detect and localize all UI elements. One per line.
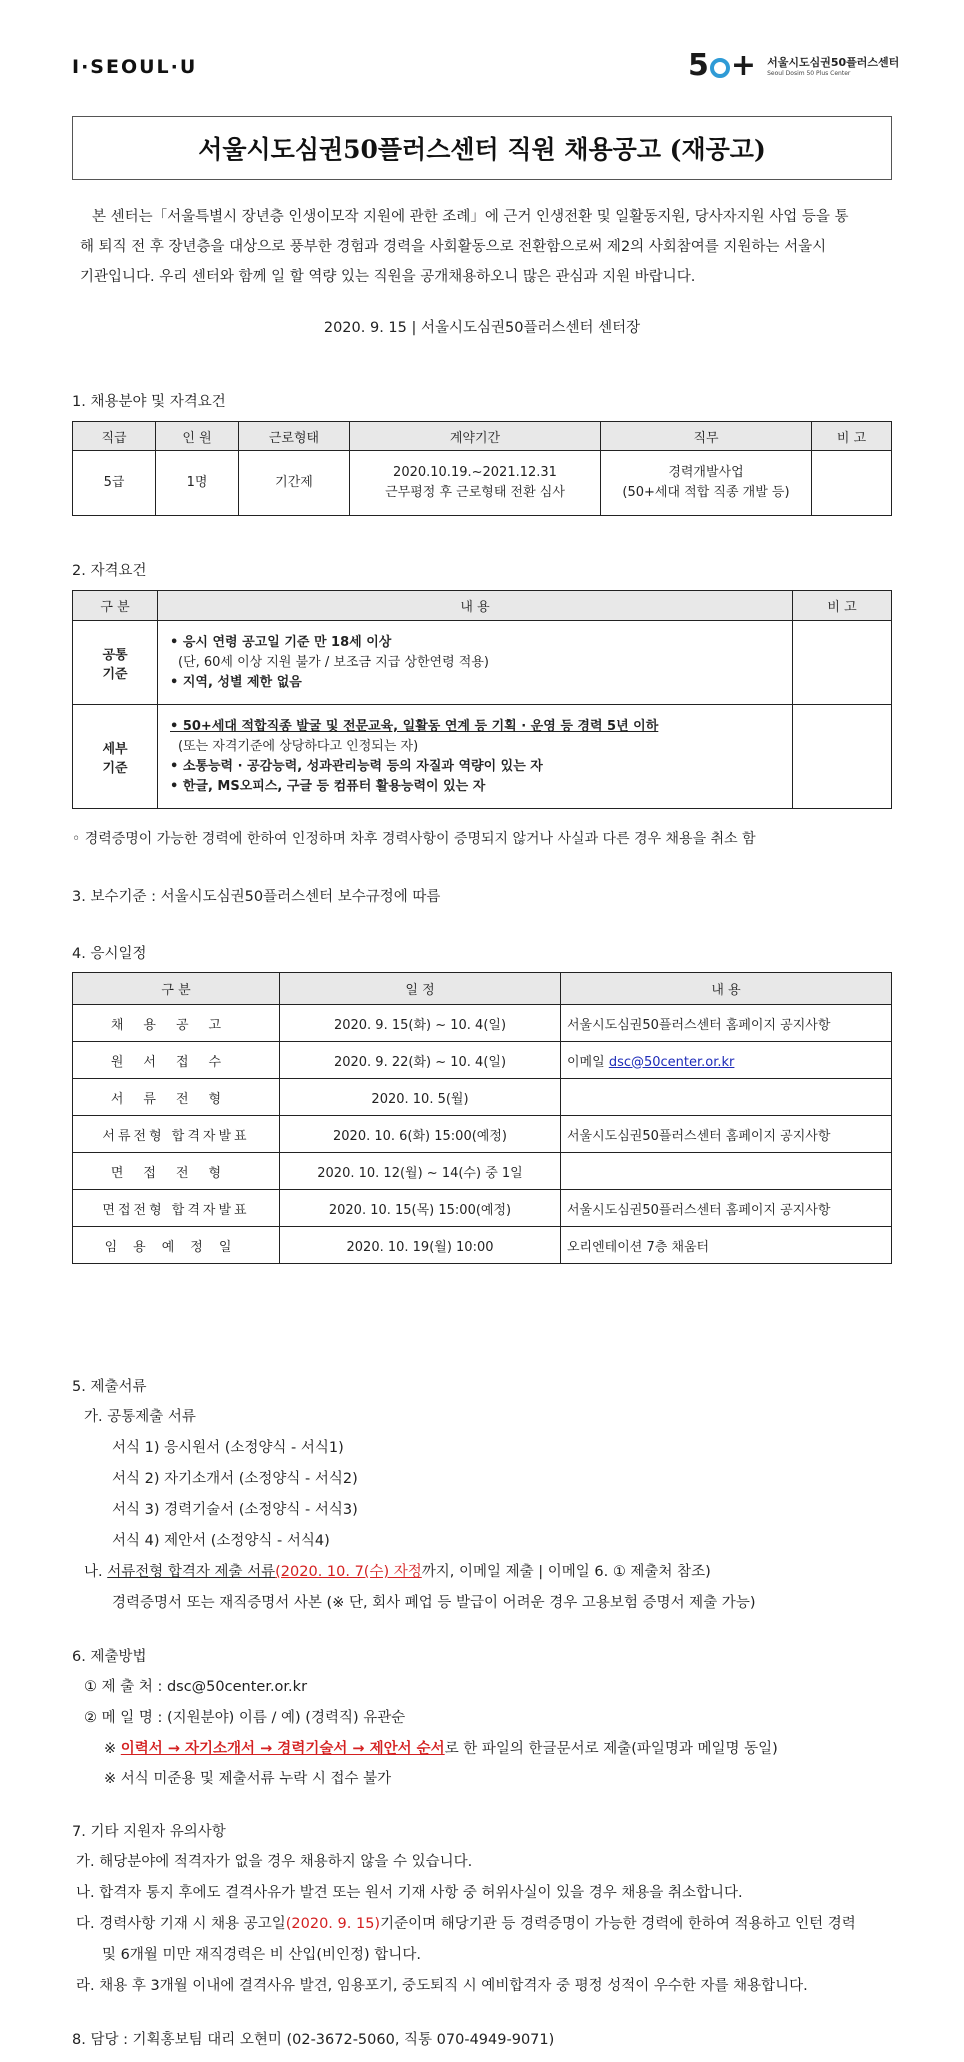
pass-docs-detail: 경력증명서 또는 재직증명서 사본 (※ 단, 회사 폐업 등 발급이 어려운 경우 고용보험 증명서 제출 가능) — [112, 1595, 756, 1611]
schedule-table — [72, 972, 892, 1264]
note-cell — [793, 705, 892, 809]
grade-cell: 5급 — [73, 451, 156, 516]
col-header: 계약기간 — [350, 422, 601, 451]
common-label: 공통 기준 — [73, 621, 158, 705]
col-header: 구 분 — [73, 973, 280, 1005]
submit-address: ① 제 출 처 : dsc@50center.or.kr — [84, 1679, 308, 1695]
col-header: 비 고 — [793, 591, 892, 621]
col-header: 직급 — [73, 422, 156, 451]
col-header: 근로형태 — [239, 422, 350, 451]
table-row — [73, 1153, 892, 1190]
schedule-content: 서울시도심권50플러스센터 홈페이지 공지사항 — [561, 1005, 892, 1042]
section4-heading: 4. 응시일정 — [72, 946, 147, 962]
schedule-label: 서류전형 합격자발표 — [73, 1116, 280, 1153]
schedule-label: 면접전형 — [73, 1153, 280, 1190]
section5-heading: 5. 제출서류 — [72, 1379, 147, 1395]
notice-item: 나. 합격자 통지 후에도 결격사유가 발견 또는 원서 기재 사항 중 허위사실이 있을 경우 채용을 취소합니다. — [76, 1885, 743, 1901]
schedule-label: 채용공고 — [73, 1005, 280, 1042]
note-cell — [793, 621, 892, 705]
schedule-date: 2020. 10. 15(목) 15:00(예정) — [280, 1190, 561, 1227]
contact-info: 8. 담당 : 기획홍보팀 대리 오현미 (02-3672-5060, 직통 070-4949-9071) — [72, 2032, 555, 2048]
form-item: 서식 4) 제안서 (소정양식 - 서식4) — [112, 1533, 330, 1549]
notice-item: 다. 경력사항 기재 시 채용 공고일(2020. 9. 15)기준이며 해당기관 등 경력증명이 가능한 경력에 한하여 적용하고 인턴 경력 — [76, 1916, 856, 1932]
intro-line: 기관입니다. 우리 센터와 함께 일 할 역량 있는 직원을 공개채용하오니 많은 관심과 지원 바랍니다. — [80, 269, 696, 285]
intro-paragraph — [80, 202, 890, 292]
intro-line: 해 퇴직 전 후 장년층을 대상으로 풍부한 경험과 경력을 사회활동으로 전환함으로써 제2의 사회참여를 지원하는 서울시 — [80, 239, 827, 255]
file-order-rule: ※ 이력서 → 자기소개서 → 경력기술서 → 제안서 순서로 한 파일의 한글문서로 제출(파일명과 메일명 동일) — [104, 1741, 778, 1757]
table-row — [73, 1005, 892, 1042]
table-row — [73, 1042, 892, 1079]
section3-text: 3. 보수기준 : 서울시도심권50플러스센터 보수규정에 따름 — [72, 889, 441, 905]
col-header: 인 원 — [156, 422, 239, 451]
center-logo-title: 서울시도심권50플러스센터 — [767, 56, 900, 69]
form-item: 서식 3) 경력기술서 (소정양식 - 서식3) — [112, 1502, 358, 1518]
recruitment-table — [72, 421, 892, 516]
schedule-date: 2020. 10. 19(월) 10:00 — [280, 1227, 561, 1264]
count-cell: 1명 — [156, 451, 239, 516]
mail-name-rule: ② 메 일 명 : (지원분야) 이름 / 예) (경력직) 유관순 — [84, 1710, 406, 1726]
col-header: 내 용 — [158, 591, 793, 621]
page-title: 서울시도심권50플러스센터 직원 채용공고 (재공고) — [72, 116, 892, 180]
email-link[interactable]: dsc@50center.or.kr — [608, 1054, 735, 1070]
col-header: 일 정 — [280, 973, 561, 1005]
schedule-content: 서울시도심권50플러스센터 홈페이지 공지사항 — [561, 1116, 892, 1153]
schedule-label: 서류전형 — [73, 1079, 280, 1116]
schedule-date: 2020. 10. 12(월) ~ 14(수) 중 1일 — [280, 1153, 561, 1190]
schedule-date: 2020. 10. 6(화) 15:00(예정) — [280, 1116, 561, 1153]
table-row — [73, 451, 892, 516]
pass-docs-line: 나. 서류전형 합격자 제출 서류(2020. 10. 7(수) 자정까지, 이메일 제출 | 이메일 6. ① 제출처 참조) — [84, 1564, 711, 1580]
table-row — [73, 1190, 892, 1227]
qualification-table — [72, 590, 892, 809]
period-cell: 2020.10.19.~2021.12.31 근무평정 후 근로형태 전환 심사 — [350, 451, 601, 516]
section2-heading: 2. 자격요건 — [72, 563, 147, 579]
schedule-content: 서울시도심권50플러스센터 홈페이지 공지사항 — [561, 1190, 892, 1227]
col-header: 내 용 — [561, 973, 892, 1005]
duty-cell: 경력개발사업 (50+세대 적합 직종 개발 등) — [601, 451, 812, 516]
col-header: 구 분 — [73, 591, 158, 621]
schedule-content — [561, 1079, 892, 1116]
section7-heading: 7. 기타 지원자 유의사항 — [72, 1824, 226, 1840]
schedule-date: 2020. 10. 5(월) — [280, 1079, 561, 1116]
schedule-date: 2020. 9. 22(화) ~ 10. 4(일) — [280, 1042, 561, 1079]
section1-heading: 1. 채용분야 및 자격요건 — [72, 394, 226, 410]
notice-item-cont: 및 6개월 미만 재직경력은 비 산입(비인정) 합니다. — [102, 1947, 421, 1963]
announcement-date: 2020. 9. 15 | 서울시도심권50플러스센터 센터장 — [323, 320, 641, 336]
form-requirement-note: ※ 서식 미준용 및 제출서류 누락 시 접수 불가 — [104, 1771, 392, 1787]
intro-line: 본 센터는「서울특별시 장년층 인생이모작 지원에 관한 조례」에 근거 인생전환 및 일활동지원, 당사자지원 사업 등을 통 — [92, 209, 849, 225]
note-cell — [812, 451, 892, 516]
schedule-date: 2020. 9. 15(화) ~ 10. 4(일) — [280, 1005, 561, 1042]
table-row — [73, 1116, 892, 1153]
table-row — [73, 621, 892, 705]
table-row — [73, 705, 892, 809]
table-row — [73, 1227, 892, 1264]
schedule-content — [561, 1153, 892, 1190]
fifty-plus-logo-icon: 5 + — [688, 48, 757, 83]
form-item: 서식 2) 자기소개서 (소정양식 - 서식2) — [112, 1471, 358, 1487]
schedule-content: 이메일 dsc@50center.or.kr — [561, 1042, 892, 1079]
iseoulu-logo: I·SEOUL·U — [72, 56, 198, 78]
section6-heading: 6. 제출방법 — [72, 1649, 147, 1665]
notice-item: 가. 해당분야에 적격자가 없을 경우 채용하지 않을 수 있습니다. — [76, 1854, 473, 1870]
notice-item: 라. 채용 후 3개월 이내에 결격사유 발견, 임용포기, 중도퇴직 시 예비합격자 중 평정 성적이 우수한 자를 채용합니다. — [76, 1978, 808, 1994]
schedule-label: 원서접수 — [73, 1042, 280, 1079]
schedule-content: 오리엔테이션 7층 채움터 — [561, 1227, 892, 1264]
career-note: ◦ 경력증명이 가능한 경력에 한하여 인정하며 차후 경력사항이 증명되지 않거나 사실과 다른 경우 채용을 취소 함 — [72, 831, 756, 847]
col-header: 비 고 — [812, 422, 892, 451]
center-logo — [688, 48, 899, 83]
common-criteria: • 응시 연령 공고일 기준 만 18세 이상 (단, 60세 이상 지원 불가 / 보조금 지급 상한연령 적용) • 지역, 성별 제한 없음 — [158, 621, 793, 705]
common-docs-heading: 가. 공통제출 서류 — [84, 1409, 196, 1425]
detail-criteria: • 50+세대 적합직종 발굴 및 전문교육, 일활동 연계 등 기획 · 운영 등 경력 5년 이하 (또는 자격기준에 상당하다고 인정되는 자) • 소통능력 · 공감능력, 성과관리능력 등의 자질과 역량이 있는 자 • 한글, MS오피스, 구글 등 컴퓨터 활용능력이 있는 자 — [158, 705, 793, 809]
type-cell: 기간제 — [239, 451, 350, 516]
detail-label: 세부 기준 — [73, 705, 158, 809]
schedule-label: 면접전형 합격자발표 — [73, 1190, 280, 1227]
col-header: 직무 — [601, 422, 812, 451]
center-logo-subtitle: Seoul Dosim 50 Plus Center — [767, 70, 851, 77]
table-row — [73, 1079, 892, 1116]
form-item: 서식 1) 응시원서 (소정양식 - 서식1) — [112, 1440, 344, 1456]
schedule-label: 임용예정일 — [73, 1227, 280, 1264]
